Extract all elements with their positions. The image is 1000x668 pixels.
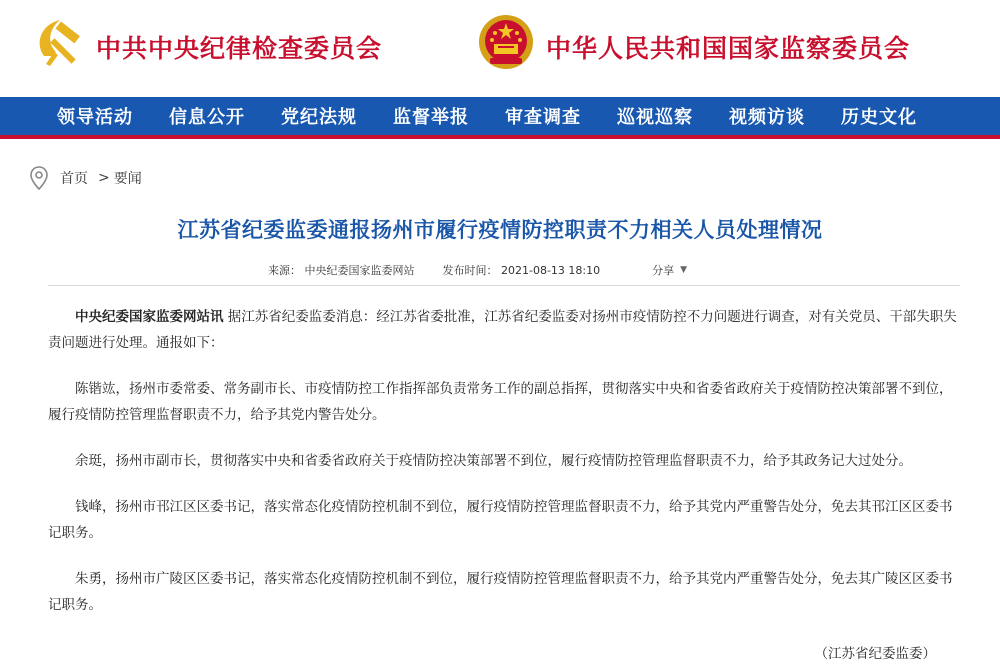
paragraph-text: 陈锴竑，扬州市委常委、常务副市长、市疫情防控工作指挥部负责常务工作的副总指挥，贯彻落实中央和省委省政府关于疫情防控决策部署不到位，履行疫情防控管理监督职责不力，给予其党内警告处分。 [48, 381, 953, 423]
breadcrumb [30, 166, 142, 190]
paragraph-text: 朱勇，扬州市广陵区区委书记，落实常态化疫情防控机制不到位，履行疫情防控管理监督职责不力，给予其党内严重警告处分，免去其广陵区区委书记职务。 [48, 571, 953, 613]
main-nav [0, 97, 1000, 135]
paragraph-text: 余珽，扬州市副市长，贯彻落实中央和省委省政府关于疫情防控决策部署不到位，履行疫情防控管理监督职责不力，给予其政务记大过处分。 [75, 453, 912, 469]
paragraph [48, 566, 960, 618]
breadcrumb-separator: > [98, 170, 110, 186]
source-label: 来源： [268, 264, 301, 277]
source-value: 中央纪委国家监委网站 [304, 264, 415, 277]
nav-item-video[interactable]: 视频访谈 [729, 107, 805, 128]
paragraph [48, 494, 960, 546]
nav-item-leadership[interactable]: 领导活动 [57, 107, 133, 128]
nav-item-info-disclosure[interactable]: 信息公开 [169, 107, 245, 128]
share-label: 分享 [652, 264, 675, 277]
article-meta [268, 262, 687, 278]
location-pin-icon [30, 166, 48, 190]
nav-item-inspection[interactable]: 巡视巡察 [617, 107, 693, 128]
site-header [0, 0, 1000, 97]
nav-item-report[interactable]: 监督举报 [393, 107, 469, 128]
breadcrumb-home[interactable]: 首页 [60, 171, 88, 187]
article-signature: （江苏省纪委监委） [814, 646, 936, 662]
time-label: 发布时间： [442, 264, 498, 277]
nav-divider [0, 135, 1000, 139]
paragraph [48, 376, 960, 428]
article-source [268, 262, 415, 278]
party-emblem-icon[interactable] [30, 12, 90, 72]
paragraph [48, 304, 960, 356]
national-emblem-icon[interactable] [476, 12, 536, 72]
chevron-down-icon: ▼ [680, 265, 688, 275]
time-value: 2021-08-13 18:10 [501, 264, 601, 277]
article-time [443, 262, 601, 278]
article-body [48, 304, 960, 638]
nav-item-regulations[interactable]: 党纪法规 [281, 107, 357, 128]
meta-divider [48, 285, 960, 286]
paragraph [48, 448, 960, 474]
cpc-ccdi-title[interactable]: 中共中央纪律检查委员会 [96, 34, 383, 63]
nav-item-history[interactable]: 历史文化 [841, 107, 917, 128]
nsc-title[interactable]: 中华人民共和国国家监察委员会 [546, 34, 911, 63]
paragraph-text: 钱峰，扬州市邗江区区委书记，落实常态化疫情防控机制不到位，履行疫情防控管理监督职责不力，给予其党内严重警告处分，免去其邗江区区委书记职务。 [48, 499, 953, 541]
nav-item-investigation[interactable]: 审查调查 [505, 107, 581, 128]
article-title: 江苏省纪委监委通报扬州市履行疫情防控职责不力相关人员处理情况 [177, 218, 823, 242]
breadcrumb-current[interactable]: 要闻 [113, 171, 142, 187]
share-button[interactable] [652, 262, 687, 278]
paragraph-lead: 中央纪委国家监委网站讯 [75, 309, 224, 325]
paragraph-text: 据江苏省纪委监委消息：经江苏省委批准，江苏省纪委监委对扬州市疫情防控不力问题进行调查，对有关党员、干部失职失责问题进行处理。通报如下： [48, 309, 957, 351]
